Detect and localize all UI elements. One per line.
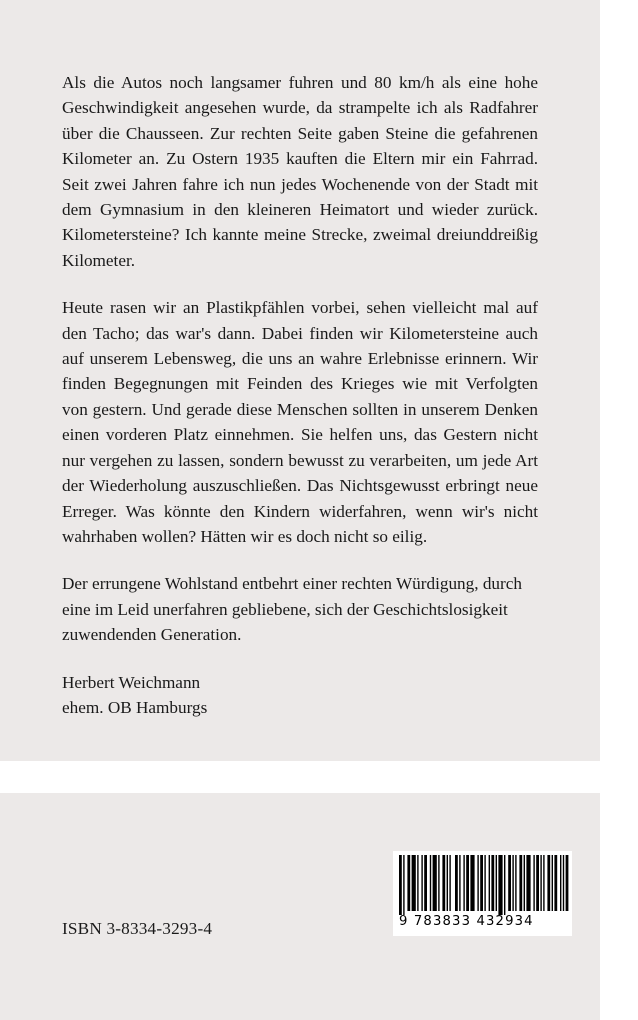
barcode-bar [447, 855, 448, 911]
barcode-bar [449, 855, 450, 911]
barcode-bar [560, 855, 561, 911]
author-title: ehem. OB Hamburgs [62, 697, 208, 717]
barcode-bar [554, 855, 557, 911]
barcode-bar [524, 855, 525, 911]
barcode-bar [563, 855, 564, 911]
barcode-bar [533, 855, 534, 911]
barcode-bar [543, 855, 544, 911]
barcode-bar [504, 855, 505, 915]
barcode-bar [477, 855, 478, 911]
barcode-bar [399, 855, 402, 915]
barcode-bar [417, 855, 418, 911]
blurb-paragraph-2: Heute rasen wir an Plastikpfählen vorbei, sehen vielleicht mal auf den Tacho; das war's dann. Dabei finden wir Kilometersteine auch auf unserem Lebensweg, die uns an wahre Erlebnisse erinnern. Wir finden Begegnungen mit Feinden des Krieges wie mit Verfolgten von gestern. Und gerade diese Menschen sollten in unserem Denken einen vorderen Platz einnehmen. Sie helfen uns, das Gestern nicht nur vergehen zu lassen, sondern bewusst zu verarbeiten, um jede Art der Wiederholung auszuschließen. Das Nichtsgewusst erbringt neue Erreger. Was könnte den Kindern widerfahren, wenn wir's nicht wahrhaben wollen? Hätten wir es doch nicht so eilig. [62, 298, 538, 546]
blurb-paragraph-3: Der errungene Wohlstand entbehrt einer rechten Würdigung, durch eine im Leid unerfahren gebliebene, sich der Geschichtslosigkeit zuwendenden Generation. [62, 574, 522, 645]
barcode-bar [438, 855, 439, 911]
barcode-bar [470, 855, 474, 911]
barcode-bar [519, 855, 522, 911]
barcode-bar [463, 855, 464, 911]
barcode-bar [430, 855, 431, 911]
barcode-bar [403, 855, 404, 915]
barcode-digits: 9 783833 432934 [399, 914, 534, 929]
barcode-bar [412, 855, 416, 911]
barcode-bar [424, 855, 427, 911]
barcode-bar [421, 855, 422, 911]
isbn-label: ISBN 3-8334-3293-4 [62, 919, 213, 938]
barcode-bar [491, 855, 494, 911]
barcode-bar [442, 855, 445, 911]
barcode-bar [489, 855, 490, 911]
author-name: Herbert Weichmann [62, 672, 201, 692]
barcode-bar [526, 855, 530, 911]
barcode-bar [547, 855, 550, 911]
barcode-bar [455, 855, 458, 911]
barcode-bar [484, 855, 485, 911]
barcode-bar [512, 855, 513, 911]
barcode-bar [552, 855, 553, 911]
barcode-bar [515, 855, 516, 911]
barcode [393, 851, 572, 936]
barcode-bar [407, 855, 410, 911]
barcode-bar [508, 855, 511, 911]
barcode-bar [459, 855, 460, 911]
barcode-bar [540, 855, 541, 911]
barcode-bar [433, 855, 437, 911]
barcode-bar [566, 855, 569, 911]
blurb-paragraph-1: Als die Autos noch langsamer fuhren und 80 km/h als eine hohe Geschwindigkeit angesehen wurde, da strampelte ich als Radfahrer über die Chausseen. Zur rechten Seite gaben Steine die gefahrenen Kilometer an. Zu Ostern 1935 kauften die Eltern mir ein Fahrrad. Seit zwei Jahren fahre ich nun jedes Wochenende von der Stadt mit dem Gymnasium in den kleineren Heimatort und wieder zurück. Kilometersteine? Ich kannte meine Strecke, zweimal dreiunddreißig Kilometer. [62, 73, 538, 270]
barcode-bar [536, 855, 539, 911]
barcode-bar [498, 855, 502, 915]
blurb-text-block [62, 70, 538, 720]
barcode-bar [466, 855, 469, 911]
barcode-bar [480, 855, 483, 911]
barcode-bar [496, 855, 497, 911]
